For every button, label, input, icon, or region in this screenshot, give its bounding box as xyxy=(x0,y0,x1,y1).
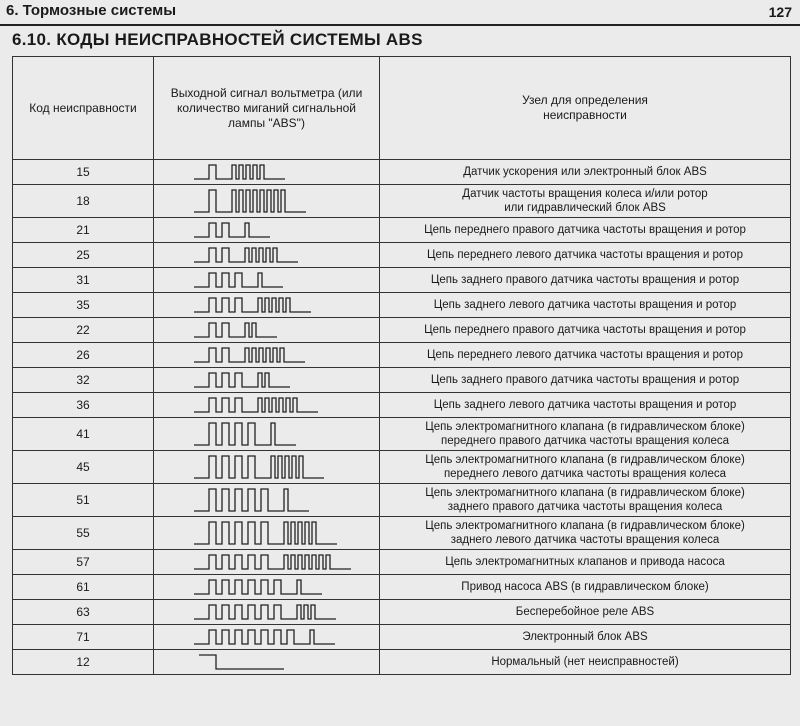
blink-waveform xyxy=(154,650,379,674)
fault-unit-line: Цепь электромагнитного клапана (в гидравлическом блоке) xyxy=(425,421,745,433)
fault-unit-line: Цепь заднего правого датчика частоты вращения и ротор xyxy=(430,274,740,286)
signal-cell xyxy=(154,218,380,243)
blink-waveform xyxy=(154,293,379,317)
signal-cell xyxy=(154,185,380,218)
fault-codes-table xyxy=(12,56,791,675)
fault-unit xyxy=(380,484,791,517)
blink-waveform xyxy=(154,418,379,450)
table-row xyxy=(13,393,791,418)
fault-code: 57 xyxy=(13,550,154,575)
fault-unit xyxy=(380,268,791,293)
signal-cell xyxy=(154,343,380,368)
fault-code: 35 xyxy=(13,293,154,318)
fault-code: 71 xyxy=(13,625,154,650)
signal-cell xyxy=(154,484,380,517)
fault-unit xyxy=(380,218,791,243)
fault-unit-line: Цепь переднего левого датчика частоты вращения и ротор xyxy=(427,249,743,261)
table-row xyxy=(13,418,791,451)
waveform-line xyxy=(194,456,324,478)
signal-cell xyxy=(154,268,380,293)
waveform-line xyxy=(194,630,335,644)
table-row xyxy=(13,185,791,218)
fault-code: 21 xyxy=(13,218,154,243)
signal-cell xyxy=(154,550,380,575)
waveform-line xyxy=(194,489,309,511)
blink-waveform xyxy=(154,268,379,292)
table-row xyxy=(13,484,791,517)
blink-waveform xyxy=(154,160,379,184)
fault-unit xyxy=(380,550,791,575)
fault-code: 36 xyxy=(13,393,154,418)
waveform-line xyxy=(194,398,318,412)
table-row xyxy=(13,575,791,600)
blink-waveform xyxy=(154,368,379,392)
signal-cell xyxy=(154,575,380,600)
waveform-line xyxy=(194,555,351,569)
waveform-line xyxy=(194,373,290,387)
fault-unit-line: Цепь заднего левого датчика частоты вращения и ротор xyxy=(433,399,737,411)
waveform-line xyxy=(194,605,336,619)
blink-waveform xyxy=(154,451,379,483)
fault-unit xyxy=(380,393,791,418)
fault-unit-line: Цепь электромагнитного клапана (в гидравлическом блоке) xyxy=(425,487,745,499)
fault-unit-line: Датчик ускорения или электронный блок ABS xyxy=(463,166,707,178)
fault-code: 31 xyxy=(13,268,154,293)
blink-waveform xyxy=(154,484,379,516)
signal-cell xyxy=(154,517,380,550)
fault-unit xyxy=(380,243,791,268)
fault-unit-line: Бесперебойное реле ABS xyxy=(515,606,655,618)
fault-code: 12 xyxy=(13,650,154,675)
fault-unit xyxy=(380,293,791,318)
waveform-line xyxy=(194,248,298,262)
waveform-line xyxy=(194,273,283,287)
table-body xyxy=(13,160,791,675)
fault-unit-line: заднего левого датчика частоты вращения колеса xyxy=(450,534,720,546)
blink-waveform xyxy=(154,393,379,417)
signal-cell xyxy=(154,625,380,650)
blink-waveform xyxy=(154,550,379,574)
fault-unit xyxy=(380,600,791,625)
fault-unit-line: Цепь заднего левого датчика частоты вращения и ротор xyxy=(433,299,737,311)
page-number: 127 xyxy=(768,4,792,20)
blink-waveform xyxy=(154,625,379,649)
fault-unit xyxy=(380,368,791,393)
fault-unit xyxy=(380,451,791,484)
header-signal: Выходной сигнал вольтметра (или количество миганий сигнальной лампы "ABS") xyxy=(154,57,380,160)
signal-cell xyxy=(154,393,380,418)
fault-unit xyxy=(380,185,791,218)
fault-code: 41 xyxy=(13,418,154,451)
fault-unit xyxy=(380,160,791,185)
waveform-line xyxy=(194,190,306,212)
signal-cell xyxy=(154,650,380,675)
fault-unit-line: Цепь переднего правого датчика частоты вращения и ротор xyxy=(424,224,746,236)
table-row xyxy=(13,343,791,368)
waveform-line xyxy=(194,580,322,594)
table-row xyxy=(13,218,791,243)
blink-waveform xyxy=(154,185,379,217)
signal-cell xyxy=(154,451,380,484)
signal-cell xyxy=(154,293,380,318)
table-row xyxy=(13,650,791,675)
table-row xyxy=(13,318,791,343)
fault-unit xyxy=(380,575,791,600)
fault-unit-line: Электронный блок ABS xyxy=(522,631,648,643)
page-title: 6.10. КОДЫ НЕИСПРАВНОСТЕЙ СИСТЕМЫ ABS xyxy=(12,30,423,49)
fault-unit-line: Цепь электромагнитного клапана (в гидравлическом блоке) xyxy=(425,520,745,532)
fault-unit-line: Нормальный (нет неисправностей) xyxy=(491,656,679,668)
fault-code: 22 xyxy=(13,318,154,343)
fault-code: 26 xyxy=(13,343,154,368)
signal-cell xyxy=(154,243,380,268)
blink-waveform xyxy=(154,575,379,599)
fault-code: 25 xyxy=(13,243,154,268)
fault-unit-line: или гидравлический блок ABS xyxy=(504,202,666,214)
fault-unit xyxy=(380,343,791,368)
fault-unit-line: Цепь электромагнитного клапана (в гидравлическом блоке) xyxy=(425,454,745,466)
waveform-line xyxy=(194,165,285,179)
fault-unit xyxy=(380,318,791,343)
blink-waveform xyxy=(154,318,379,342)
waveform-line xyxy=(194,423,296,445)
signal-cell xyxy=(154,368,380,393)
blink-waveform xyxy=(154,600,379,624)
blink-waveform xyxy=(154,218,379,242)
fault-unit-line: Датчик частоты вращения колеса и/или ротор xyxy=(462,188,708,200)
fault-unit-line: Цепь переднего левого датчика частоты вращения и ротор xyxy=(427,349,743,361)
fault-unit-line: заднего правого датчика частоты вращения колеса xyxy=(447,501,723,513)
fault-unit-line: Цепь переднего правого датчика частоты вращения и ротор xyxy=(424,324,746,336)
fault-code: 15 xyxy=(13,160,154,185)
table-row xyxy=(13,550,791,575)
fault-unit xyxy=(380,650,791,675)
header-code: Код неисправности xyxy=(13,57,154,160)
table-row xyxy=(13,243,791,268)
fault-unit-line: Цепь электромагнитных клапанов и привода насоса xyxy=(445,556,725,568)
table-row xyxy=(13,625,791,650)
table-row xyxy=(13,600,791,625)
table-row xyxy=(13,160,791,185)
fault-code: 18 xyxy=(13,185,154,218)
header-unit: Узел для определения неисправности xyxy=(380,57,791,160)
fault-code: 45 xyxy=(13,451,154,484)
waveform-line xyxy=(199,655,284,669)
page-header xyxy=(0,0,800,26)
fault-unit-line: переднего левого датчика частоты вращения колеса xyxy=(443,468,727,480)
fault-code: 55 xyxy=(13,517,154,550)
table-row xyxy=(13,451,791,484)
waveform-line xyxy=(194,348,305,362)
signal-cell xyxy=(154,600,380,625)
signal-cell xyxy=(154,318,380,343)
section-title: 6. Тормозные системы xyxy=(6,2,177,19)
table-row xyxy=(13,293,791,318)
signal-cell xyxy=(154,418,380,451)
fault-unit xyxy=(380,418,791,451)
fault-unit-line: Привод насоса ABS (в гидравлическом блоке) xyxy=(461,581,709,593)
table-header-row xyxy=(13,57,791,160)
waveform-line xyxy=(194,298,311,312)
waveform-line xyxy=(194,323,277,337)
table-row xyxy=(13,268,791,293)
signal-cell xyxy=(154,160,380,185)
blink-waveform xyxy=(154,517,379,549)
table-row xyxy=(13,517,791,550)
waveform-line xyxy=(194,223,270,237)
fault-unit-line: Цепь заднего правого датчика частоты вращения и ротор xyxy=(430,374,740,386)
blink-waveform xyxy=(154,343,379,367)
fault-code: 32 xyxy=(13,368,154,393)
fault-unit xyxy=(380,625,791,650)
fault-unit-line: переднего правого датчика частоты вращения колеса xyxy=(440,435,730,447)
fault-code: 51 xyxy=(13,484,154,517)
fault-code: 61 xyxy=(13,575,154,600)
blink-waveform xyxy=(154,243,379,267)
waveform-line xyxy=(194,522,337,544)
fault-unit xyxy=(380,517,791,550)
fault-code: 63 xyxy=(13,600,154,625)
table-row xyxy=(13,368,791,393)
